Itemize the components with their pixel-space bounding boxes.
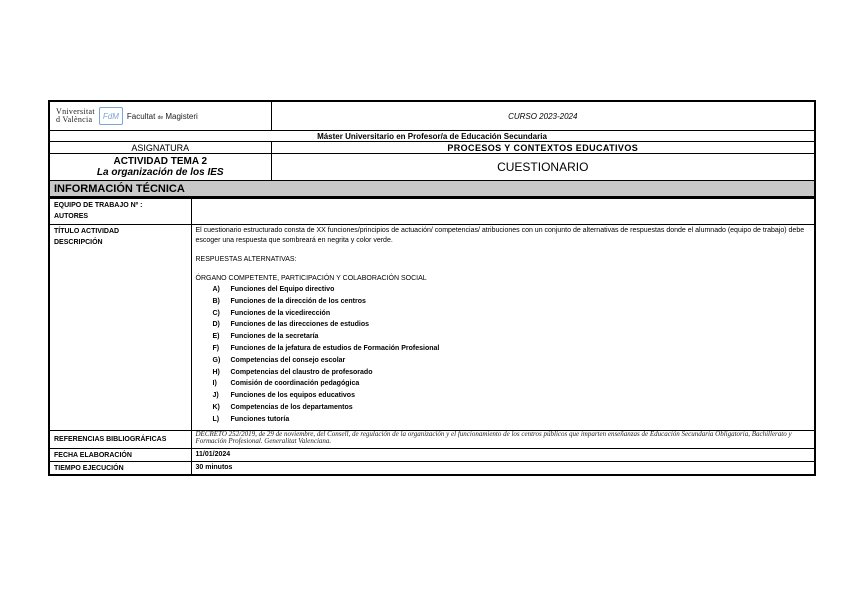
alternative-text: Competencias de los departamentos	[230, 403, 353, 411]
alternative-item	[196, 414, 811, 426]
alternative-text: Competencias del consejo escolar	[230, 356, 346, 364]
activity-title	[49, 154, 271, 181]
alternative-letter: D)	[212, 321, 220, 329]
alternative-letter: C)	[212, 309, 220, 317]
alternative-item	[196, 319, 811, 331]
alternative-text: Funciones de las direcciones de estudios	[230, 321, 369, 329]
activity-line-1: ACTIVIDAD TEMA 2	[113, 156, 208, 167]
alternative-text: Funciones de la vicedirección	[230, 309, 331, 317]
references-value: DECRETO 252/2019, de 29 de noviembre, del Consell, de regulación de la organización y el funcionamiento de los centros públicos que imparten enseñanzas de Educación Secundaria Obligatoria, Bachillerato y Formación Profesional. Generalitat Valenciana.	[191, 430, 815, 448]
alternative-text: Funciones tutoría	[230, 415, 290, 423]
university-name: Vniversitat d València	[56, 107, 95, 124]
faculty-logo-icon: FdM	[99, 107, 123, 125]
alternative-letter: F)	[212, 344, 220, 352]
master-title: Máster Universitario en Profesor/a de Educación Secundaria	[49, 131, 815, 142]
alternative-item	[196, 378, 811, 390]
section-heading: INFORMACIÓN TÉCNICA	[49, 181, 815, 198]
alternative-item	[196, 367, 811, 379]
header-table	[48, 100, 816, 198]
time-value: 30 minutos	[191, 461, 815, 475]
alternatives-list	[196, 284, 811, 426]
activity-type: CUESTIONARIO	[271, 154, 815, 181]
team-value[interactable]	[191, 199, 815, 225]
alternative-letter: I)	[212, 380, 217, 388]
title-label: TÍTULO ACTIVIDAD DESCRIPCIÓN	[49, 225, 191, 431]
organ-title: ÓRGANO COMPETENTE, PARTICIPACIÓN Y COLABORACIÓN SOCIAL	[195, 275, 427, 282]
alternative-text: Funciones de la dirección de los centros	[230, 297, 366, 305]
activity-line-2: La organización de los IES	[96, 167, 224, 178]
university-logo	[56, 107, 265, 125]
alternative-letter: H)	[212, 368, 220, 376]
alternative-item	[196, 402, 811, 414]
document-page	[48, 100, 814, 476]
asignatura-value: PROCESOS Y CONTEXTOS EDUCATIVOS	[271, 142, 815, 154]
alternative-letter: A)	[212, 286, 220, 293]
alternative-letter: L)	[212, 415, 220, 423]
time-label: TIEMPO EJECUCIÓN	[49, 461, 191, 475]
alternative-text: Funciones de la secretaría	[230, 333, 319, 341]
alternative-text: Funciones del Equipo directivo	[230, 286, 335, 293]
date-label: FECHA ELABORACIÓN	[49, 448, 191, 461]
date-value: 11/01/2024	[191, 448, 815, 461]
logo-cell	[49, 101, 271, 131]
alternative-letter: E)	[212, 333, 220, 341]
description-cell	[191, 225, 815, 431]
alternative-item	[196, 284, 811, 296]
course-year: CURSO 2023-2024	[271, 101, 815, 131]
info-table	[48, 198, 816, 476]
alternative-letter: G)	[212, 356, 221, 364]
alternative-text: Funciones de la jefatura de estudios de Formación Profesional	[230, 344, 440, 352]
faculty-name: Facultat de Magisteri	[126, 111, 198, 121]
asignatura-label: ASIGNATURA	[49, 142, 271, 154]
description-text: El cuestionario estructurado consta de XX funciones/principios de actuación/ competencias/ atribuciones con un conjunto de alternativas de respuestas donde el alumnado (equipo de trabajo) debe escoger una respuesta que sombreará en negrita y color verde.	[195, 227, 805, 244]
alternative-item	[196, 331, 811, 343]
alternative-text: Competencias del claustro de profesorado	[230, 368, 373, 376]
references-label: REFERENCIAS BIBLIOGRÁFICAS	[49, 430, 191, 448]
responses-title: RESPUESTAS ALTERNATIVAS:	[195, 256, 297, 263]
alternative-letter: J)	[212, 392, 219, 400]
alternative-item	[196, 296, 811, 308]
alternative-text: Funciones de los equipos educativos	[230, 392, 355, 400]
alternative-letter: K)	[212, 403, 220, 411]
alternative-letter: B)	[212, 297, 220, 305]
team-label: EQUIPO DE TRABAJO Nº : AUTORES	[49, 199, 191, 225]
alternative-item	[196, 308, 811, 320]
alternative-item	[196, 355, 811, 367]
alternative-text: Comisión de coordinación pedagógica	[230, 380, 360, 388]
alternative-item	[196, 343, 811, 355]
alternative-item	[196, 390, 811, 402]
